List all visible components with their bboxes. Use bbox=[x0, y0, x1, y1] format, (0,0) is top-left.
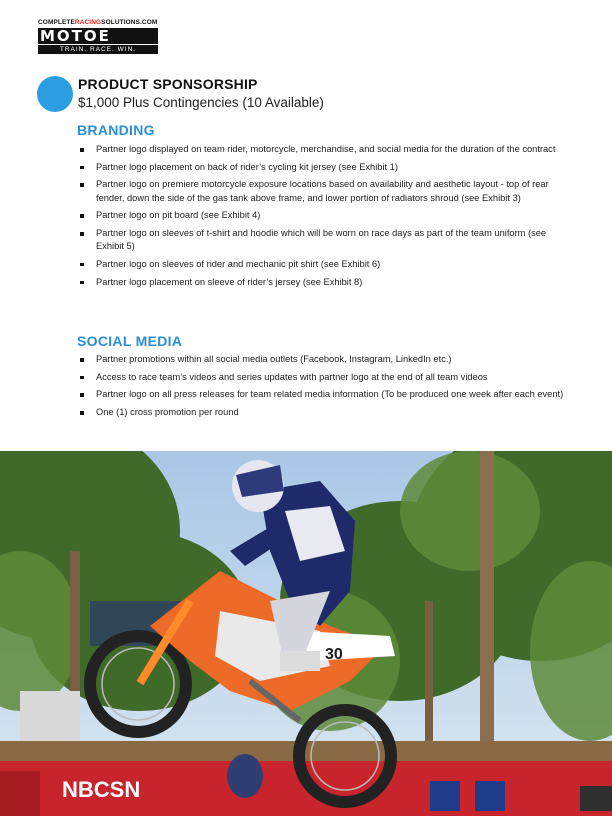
branding-list bbox=[77, 143, 567, 293]
banner-text: NBCSN bbox=[62, 777, 141, 802]
page-title: PRODUCT SPONSORSHIP bbox=[78, 76, 258, 92]
logo-website: COMPLETERACINGSOLUTIONS.COM bbox=[38, 19, 158, 26]
list-item: Partner logo on premiere motorcycle exposure locations based on availability and aesthetic layout - top of rear fender, down the side of the gas tank above frame, and lower portion of radiators shroud (see Exhibit 3) bbox=[77, 178, 567, 204]
motocross-photo bbox=[0, 451, 612, 816]
branding-heading: BRANDING bbox=[77, 122, 155, 138]
social-media-heading: SOCIAL MEDIA bbox=[77, 333, 183, 349]
logo-tagline: TRAIN. RACE. WIN. bbox=[38, 45, 158, 54]
list-item: One (1) cross promotion per round bbox=[77, 406, 567, 419]
page-subtitle: $1,000 Plus Contingencies (10 Available) bbox=[78, 95, 324, 110]
list-item: Partner logo on all press releases for team related media information (To be produced one week after each event) bbox=[77, 388, 567, 401]
section-circle-marker bbox=[37, 76, 73, 112]
list-item: Partner logo displayed on team rider, motorcycle, merchandise, and social media for the duration of the contract bbox=[77, 143, 567, 156]
logo-wordmark: MOTOE bbox=[38, 28, 158, 44]
motocross-scene bbox=[0, 451, 612, 816]
list-item: Partner promotions within all social media outlets (Facebook, Instagram, LinkedIn etc.) bbox=[77, 353, 567, 366]
list-item: Partner logo placement on sleeve of rider’s jersey (see Exhibit 8) bbox=[77, 276, 567, 289]
list-item: Partner logo placement on back of rider’s cycling kit jersey (see Exhibit 1) bbox=[77, 161, 567, 174]
bike-number: 30 bbox=[325, 646, 343, 663]
motoe-logo bbox=[38, 19, 158, 53]
list-item: Partner logo on pit board (see Exhibit 4) bbox=[77, 209, 567, 222]
list-item: Partner logo on sleeves of rider and mechanic pit shirt (see Exhibit 6) bbox=[77, 258, 567, 271]
list-item: Access to race team’s videos and series updates with partner logo at the end of all team videos bbox=[77, 371, 567, 384]
list-item: Partner logo on sleeves of t-shirt and hoodie which will be worn on race days as part of the team uniform (see Exhibit 5) bbox=[77, 227, 567, 253]
social-media-list bbox=[77, 353, 567, 424]
